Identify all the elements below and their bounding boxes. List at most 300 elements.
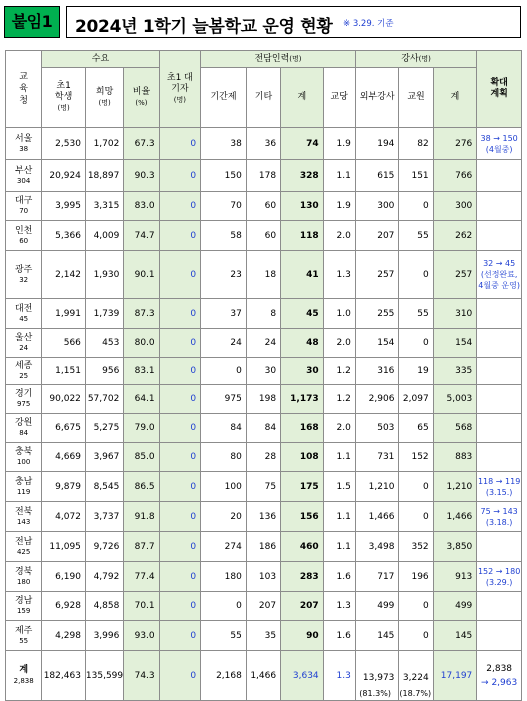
table-row	[6, 443, 522, 472]
page-title: 2024년 1학기 늘봄학교 운영 현황	[75, 17, 333, 37]
target-cell: 566	[42, 329, 86, 358]
header-target: 초1 학생 (명)	[42, 68, 86, 128]
teacher-cell: 0	[399, 192, 433, 221]
waiting-cell: 0	[159, 414, 201, 443]
total-staff: 3,634	[281, 651, 324, 701]
header-waiting: 초1 대기자 (명)	[159, 51, 201, 128]
total-teacher: 3,224 (18.7%)	[399, 651, 433, 701]
inst-total-cell: 335	[433, 358, 477, 385]
ratio-cell: 64.1	[124, 385, 159, 414]
total-target: 182,463	[42, 651, 86, 701]
other-cell: 8	[246, 299, 280, 329]
per-school-cell: 1.9	[323, 128, 355, 160]
date-note: ※ 3.29. 기준	[343, 19, 394, 29]
ratio-cell: 83.0	[124, 192, 159, 221]
waiting-cell: 0	[159, 221, 201, 251]
attachment-badge: 붙임1	[4, 6, 60, 38]
header-want: 희망 (명)	[85, 68, 123, 128]
region-name: 제주	[14, 625, 33, 636]
table-row	[6, 221, 522, 251]
want-cell: 3,996	[85, 621, 123, 651]
other-cell: 84	[246, 414, 280, 443]
region-name: 전남	[14, 536, 33, 547]
contract-cell: 0	[201, 592, 247, 621]
teacher-cell: 19	[399, 358, 433, 385]
contract-cell: 70	[201, 192, 247, 221]
staff-total-cell: 168	[281, 414, 324, 443]
target-cell: 90,022	[42, 385, 86, 414]
contract-cell: 84	[201, 414, 247, 443]
header-instructor-total: 계	[433, 68, 477, 128]
staff-total-cell: 207	[281, 592, 324, 621]
target-cell: 2,530	[42, 128, 86, 160]
expansion-cell: 32 → 45 (선정완료, 4월중 운영)	[477, 251, 522, 299]
want-cell: 3,967	[85, 443, 123, 472]
region-cell	[6, 502, 42, 532]
total-region-cell: 계 2,838	[6, 651, 42, 701]
region-cell	[6, 532, 42, 562]
want-cell: 1,930	[85, 251, 123, 299]
header-contract: 기간제	[201, 68, 247, 128]
staff-total-cell: 1,173	[281, 385, 324, 414]
external-cell: 731	[355, 443, 399, 472]
contract-cell: 38	[201, 128, 247, 160]
other-cell: 36	[246, 128, 280, 160]
waiting-cell: 0	[159, 358, 201, 385]
staff-total-cell: 118	[281, 221, 324, 251]
want-cell: 8,545	[85, 472, 123, 502]
region-cell	[6, 472, 42, 502]
contract-cell: 23	[201, 251, 247, 299]
want-cell: 18,897	[85, 160, 123, 192]
header-demand-group: 수요	[42, 51, 159, 68]
school-count: 55	[19, 636, 29, 645]
staff-total-cell: 283	[281, 562, 324, 592]
header-teacher: 교원	[399, 68, 433, 128]
region-name: 충남	[14, 476, 33, 487]
other-cell: 178	[246, 160, 280, 192]
target-cell: 6,190	[42, 562, 86, 592]
contract-cell: 180	[201, 562, 247, 592]
per-school-cell: 1.6	[323, 562, 355, 592]
region-name: 서울	[14, 133, 33, 144]
expansion-cell: 75 → 143 (3.18.)	[477, 502, 522, 532]
table-row	[6, 385, 522, 414]
teacher-cell: 55	[399, 299, 433, 329]
expansion-cell	[477, 385, 522, 414]
other-cell: 75	[246, 472, 280, 502]
target-cell: 3,995	[42, 192, 86, 221]
contract-cell: 58	[201, 221, 247, 251]
teacher-cell: 196	[399, 562, 433, 592]
region-cell	[6, 443, 42, 472]
want-cell: 1,739	[85, 299, 123, 329]
external-cell: 615	[355, 160, 399, 192]
teacher-cell: 0	[399, 621, 433, 651]
external-cell: 1,466	[355, 502, 399, 532]
waiting-cell: 0	[159, 472, 201, 502]
per-school-cell: 1.0	[323, 299, 355, 329]
school-count: 84	[19, 429, 29, 437]
region-cell	[6, 299, 42, 329]
table-row	[6, 592, 522, 621]
want-cell: 5,275	[85, 414, 123, 443]
per-school-cell: 1.3	[323, 592, 355, 621]
other-cell: 28	[246, 443, 280, 472]
table-row	[6, 621, 522, 651]
external-cell: 154	[355, 329, 399, 358]
table-row	[6, 472, 522, 502]
other-cell: 60	[246, 192, 280, 221]
contract-cell: 100	[201, 472, 247, 502]
want-cell: 3,737	[85, 502, 123, 532]
expansion-cell	[477, 532, 522, 562]
inst-total-cell: 3,850	[433, 532, 477, 562]
school-count: 119	[16, 487, 31, 496]
other-cell: 207	[246, 592, 280, 621]
contract-cell: 150	[201, 160, 247, 192]
want-cell: 4,858	[85, 592, 123, 621]
target-cell: 1,991	[42, 299, 86, 329]
region-name: 충북	[14, 447, 33, 457]
waiting-cell: 0	[159, 502, 201, 532]
staff-total-cell: 90	[281, 621, 324, 651]
header-staff-total: 계	[281, 68, 324, 128]
inst-total-cell: 276	[433, 128, 477, 160]
waiting-cell: 0	[159, 385, 201, 414]
target-cell: 1,151	[42, 358, 86, 385]
expansion-cell: 152 → 180 (3.29.)	[477, 562, 522, 592]
waiting-cell: 0	[159, 299, 201, 329]
expansion-cell	[477, 621, 522, 651]
teacher-cell: 151	[399, 160, 433, 192]
ratio-cell: 70.1	[124, 592, 159, 621]
header-instructor-group: 강사(명)	[355, 51, 476, 68]
school-count: 38	[19, 144, 29, 153]
teacher-cell: 2,097	[399, 385, 433, 414]
per-school-cell: 2.0	[323, 221, 355, 251]
staff-total-cell: 41	[281, 251, 324, 299]
inst-total-cell: 913	[433, 562, 477, 592]
external-cell: 257	[355, 251, 399, 299]
per-school-cell: 1.1	[323, 502, 355, 532]
inst-total-cell: 883	[433, 443, 477, 472]
total-per-school: 1.3	[323, 651, 355, 701]
inst-total-cell: 154	[433, 329, 477, 358]
total-instructor: 17,197	[433, 651, 477, 701]
inst-total-cell: 499	[433, 592, 477, 621]
inst-total-cell: 766	[433, 160, 477, 192]
other-cell: 186	[246, 532, 280, 562]
target-cell: 4,298	[42, 621, 86, 651]
contract-cell: 55	[201, 621, 247, 651]
school-count: 25	[19, 372, 29, 380]
header-per-school: 교당	[323, 68, 355, 128]
region-name: 인천	[14, 225, 33, 236]
contract-cell: 37	[201, 299, 247, 329]
target-cell: 11,095	[42, 532, 86, 562]
region-name: 강원	[14, 418, 33, 428]
external-cell: 145	[355, 621, 399, 651]
title-box	[66, 6, 521, 38]
ratio-cell: 67.3	[124, 128, 159, 160]
waiting-cell: 0	[159, 192, 201, 221]
title-bar	[4, 4, 521, 40]
external-cell: 499	[355, 592, 399, 621]
expansion-cell	[477, 221, 522, 251]
table-row	[6, 532, 522, 562]
target-cell: 6,675	[42, 414, 86, 443]
school-count: 304	[16, 176, 31, 185]
region-name: 광주	[14, 264, 33, 275]
other-cell: 30	[246, 358, 280, 385]
waiting-cell: 0	[159, 329, 201, 358]
ratio-cell: 90.1	[124, 251, 159, 299]
staff-total-cell: 130	[281, 192, 324, 221]
external-cell: 255	[355, 299, 399, 329]
teacher-cell: 0	[399, 502, 433, 532]
header-ratio: 비율 (%)	[124, 68, 159, 128]
expansion-cell	[477, 160, 522, 192]
region-name: 경기	[14, 389, 33, 399]
other-cell: 18	[246, 251, 280, 299]
region-name: 대구	[14, 196, 33, 206]
external-cell: 717	[355, 562, 399, 592]
other-cell: 24	[246, 329, 280, 358]
waiting-cell: 0	[159, 562, 201, 592]
inst-total-cell: 300	[433, 192, 477, 221]
region-cell	[6, 160, 42, 192]
region-cell	[6, 128, 42, 160]
staff-total-cell: 48	[281, 329, 324, 358]
per-school-cell: 2.0	[323, 414, 355, 443]
waiting-cell: 0	[159, 128, 201, 160]
ratio-cell: 90.3	[124, 160, 159, 192]
teacher-cell: 0	[399, 329, 433, 358]
table-row	[6, 192, 522, 221]
region-cell	[6, 192, 42, 221]
per-school-cell: 1.2	[323, 385, 355, 414]
ratio-cell: 74.7	[124, 221, 159, 251]
table-row	[6, 251, 522, 299]
total-ratio: 74.3	[124, 651, 159, 701]
table-row	[6, 562, 522, 592]
table-row	[6, 414, 522, 443]
other-cell: 103	[246, 562, 280, 592]
contract-cell: 0	[201, 358, 247, 385]
total-want: 135,599	[85, 651, 123, 701]
expansion-cell: 118 → 119 (3.15.)	[477, 472, 522, 502]
other-cell: 60	[246, 221, 280, 251]
per-school-cell: 1.3	[323, 251, 355, 299]
teacher-cell: 0	[399, 251, 433, 299]
header-staff-group: 전담인력(명)	[201, 51, 356, 68]
school-count: 425	[16, 547, 31, 556]
per-school-cell: 2.0	[323, 329, 355, 358]
target-cell: 6,928	[42, 592, 86, 621]
table-row	[6, 329, 522, 358]
region-cell	[6, 329, 42, 358]
per-school-cell: 1.1	[323, 160, 355, 192]
staff-total-cell: 45	[281, 299, 324, 329]
inst-total-cell: 1,210	[433, 472, 477, 502]
table-row	[6, 358, 522, 385]
inst-total-cell: 257	[433, 251, 477, 299]
waiting-cell: 0	[159, 443, 201, 472]
region-name: 경남	[14, 596, 33, 606]
region-cell	[6, 592, 42, 621]
school-count: 32	[19, 275, 29, 284]
total-row	[6, 651, 522, 701]
expansion-cell	[477, 358, 522, 385]
external-cell: 1,210	[355, 472, 399, 502]
region-cell	[6, 221, 42, 251]
school-count: 180	[16, 577, 31, 586]
want-cell: 1,702	[85, 128, 123, 160]
inst-total-cell: 568	[433, 414, 477, 443]
external-cell: 3,498	[355, 532, 399, 562]
expansion-cell	[477, 192, 522, 221]
header-region: 교육청	[6, 51, 42, 128]
expansion-cell	[477, 299, 522, 329]
contract-cell: 80	[201, 443, 247, 472]
expansion-cell	[477, 414, 522, 443]
ratio-cell: 86.5	[124, 472, 159, 502]
target-cell: 20,924	[42, 160, 86, 192]
header-expansion: 확대 계획	[477, 51, 522, 128]
external-cell: 300	[355, 192, 399, 221]
want-cell: 57,702	[85, 385, 123, 414]
inst-total-cell: 262	[433, 221, 477, 251]
want-cell: 453	[85, 329, 123, 358]
staff-total-cell: 74	[281, 128, 324, 160]
contract-cell: 20	[201, 502, 247, 532]
staff-total-cell: 156	[281, 502, 324, 532]
staff-total-cell: 328	[281, 160, 324, 192]
table-row	[6, 128, 522, 160]
want-cell: 4,009	[85, 221, 123, 251]
region-name: 세종	[14, 361, 33, 371]
per-school-cell: 1.2	[323, 358, 355, 385]
school-count: 143	[16, 517, 31, 526]
waiting-cell: 0	[159, 592, 201, 621]
per-school-cell: 1.1	[323, 443, 355, 472]
expansion-cell	[477, 443, 522, 472]
per-school-cell: 1.6	[323, 621, 355, 651]
external-cell: 316	[355, 358, 399, 385]
teacher-cell: 152	[399, 443, 433, 472]
want-cell: 956	[85, 358, 123, 385]
ratio-cell: 85.0	[124, 443, 159, 472]
per-school-cell: 1.9	[323, 192, 355, 221]
teacher-cell: 0	[399, 592, 433, 621]
ratio-cell: 87.3	[124, 299, 159, 329]
expansion-cell	[477, 329, 522, 358]
per-school-cell: 1.5	[323, 472, 355, 502]
other-cell: 136	[246, 502, 280, 532]
table-row	[6, 160, 522, 192]
waiting-cell: 0	[159, 160, 201, 192]
expansion-cell: 38 → 150 (4월중)	[477, 128, 522, 160]
region-name: 대전	[14, 303, 33, 314]
external-cell: 194	[355, 128, 399, 160]
region-name: 부산	[14, 165, 33, 176]
region-cell	[6, 414, 42, 443]
ratio-cell: 93.0	[124, 621, 159, 651]
region-name: 울산	[14, 333, 33, 343]
teacher-cell: 65	[399, 414, 433, 443]
target-cell: 4,669	[42, 443, 86, 472]
inst-total-cell: 5,003	[433, 385, 477, 414]
target-cell: 4,072	[42, 502, 86, 532]
school-count: 70	[19, 207, 29, 215]
region-cell	[6, 385, 42, 414]
waiting-cell: 0	[159, 621, 201, 651]
total-other: 1,466	[246, 651, 280, 701]
school-count: 159	[16, 607, 31, 615]
ratio-cell: 83.1	[124, 358, 159, 385]
contract-cell: 975	[201, 385, 247, 414]
staff-total-cell: 108	[281, 443, 324, 472]
other-cell: 35	[246, 621, 280, 651]
expansion-cell	[477, 592, 522, 621]
want-cell: 3,315	[85, 192, 123, 221]
want-cell: 9,726	[85, 532, 123, 562]
teacher-cell: 55	[399, 221, 433, 251]
total-external: 13,973 (81.3%)	[355, 651, 399, 701]
ratio-cell: 80.0	[124, 329, 159, 358]
header-external: 외부강사	[355, 68, 399, 128]
want-cell: 4,792	[85, 562, 123, 592]
table-row	[6, 299, 522, 329]
table-row	[6, 502, 522, 532]
header-other: 기타	[246, 68, 280, 128]
school-count: 24	[19, 344, 29, 352]
school-count: 100	[16, 458, 31, 466]
contract-cell: 24	[201, 329, 247, 358]
inst-total-cell: 145	[433, 621, 477, 651]
total-waiting: 0	[159, 651, 201, 701]
status-table	[5, 50, 522, 701]
region-name: 경북	[14, 566, 33, 577]
waiting-cell: 0	[159, 532, 201, 562]
region-cell	[6, 621, 42, 651]
target-cell: 2,142	[42, 251, 86, 299]
teacher-cell: 82	[399, 128, 433, 160]
school-count: 60	[19, 236, 29, 245]
other-cell: 198	[246, 385, 280, 414]
school-count: 45	[19, 314, 29, 323]
inst-total-cell: 1,466	[433, 502, 477, 532]
inst-total-cell: 310	[433, 299, 477, 329]
staff-total-cell: 460	[281, 532, 324, 562]
waiting-cell: 0	[159, 251, 201, 299]
school-count: 975	[16, 400, 31, 408]
region-cell	[6, 251, 42, 299]
region-cell	[6, 562, 42, 592]
per-school-cell: 1.1	[323, 532, 355, 562]
total-expansion: 2,838 → 2,963	[477, 651, 522, 701]
ratio-cell: 91.8	[124, 502, 159, 532]
external-cell: 503	[355, 414, 399, 443]
ratio-cell: 87.7	[124, 532, 159, 562]
external-cell: 2,906	[355, 385, 399, 414]
target-cell: 9,879	[42, 472, 86, 502]
teacher-cell: 0	[399, 472, 433, 502]
region-cell	[6, 358, 42, 385]
target-cell: 5,366	[42, 221, 86, 251]
contract-cell: 274	[201, 532, 247, 562]
